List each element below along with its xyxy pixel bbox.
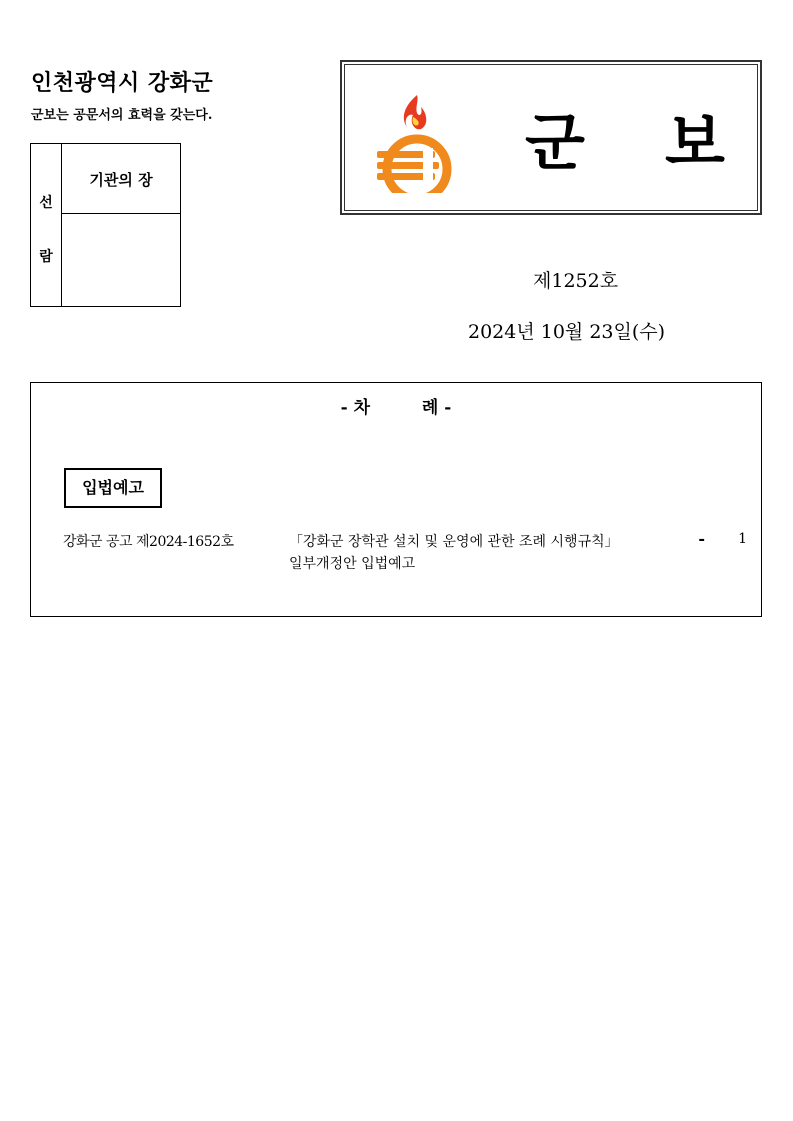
review-head-label: 기관의 장 (62, 144, 180, 214)
review-side-column (31, 144, 62, 306)
organization-name: 인천광역시 강화군 (31, 71, 214, 96)
section-tag: 입법예고 (64, 468, 162, 508)
entry-title: 「강화군 장학관 설치 및 운영에 관한 조례 시행규칙」 (289, 534, 619, 550)
banner-title-char: 보 (665, 106, 725, 179)
review-side-char: 람 (39, 249, 53, 265)
review-side-char: 선 (39, 195, 53, 211)
entry-leader-dash: - (698, 529, 705, 548)
toc-title-left: - 차 (340, 398, 371, 418)
banner-inner-frame (344, 64, 758, 211)
gazette-legal-note: 군보는 공문서의 효력을 갖는다. (31, 108, 213, 123)
gazette-banner (340, 60, 762, 215)
toc-title (31, 393, 761, 418)
ganghwa-county-emblem-icon (373, 93, 459, 193)
entry-title-continued: 일부개정안 입법예고 (289, 556, 416, 572)
toc-title-right: 례 - (421, 398, 452, 418)
banner-title-char: 군 (525, 106, 587, 179)
entry-page-number: 1 (738, 531, 747, 547)
notice-number: 강화군 공고 제2024-1652호 (63, 534, 234, 550)
issue-date: 2024년 10월 23일(수) (468, 321, 666, 343)
issue-number: 제1252호 (533, 270, 619, 292)
review-box (30, 143, 181, 307)
table-of-contents (30, 382, 762, 617)
